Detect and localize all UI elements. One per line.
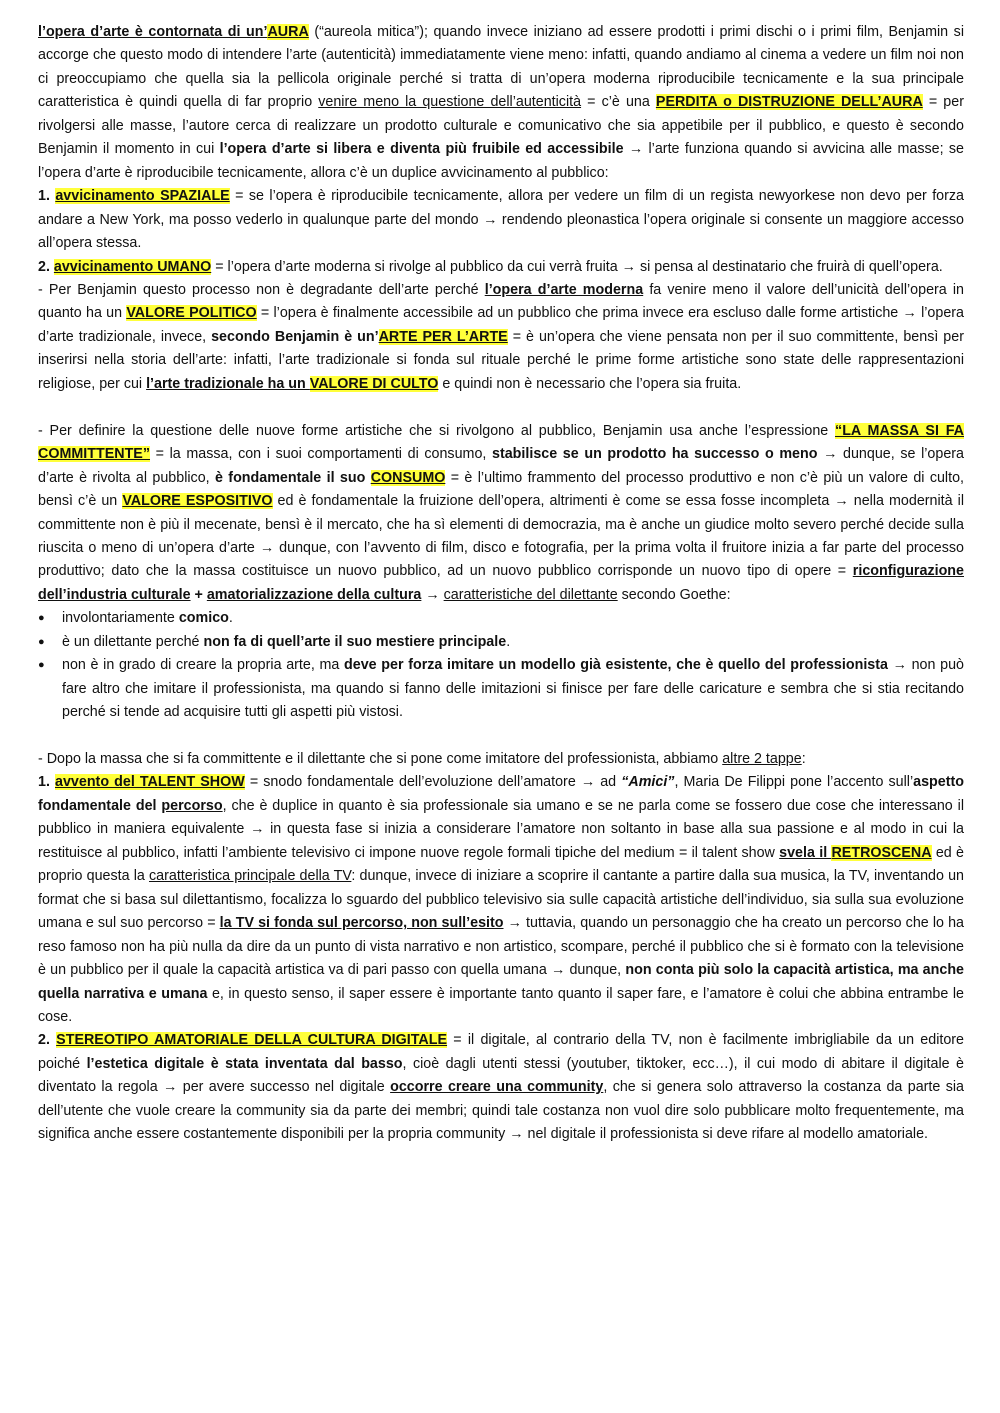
text: = se l’opera è riproducibile tecnicamente, allora per vedere un film di un regista newyorkese non devo per forza andare a New York, ma posso vederlo in qualunque parte del mondo → rendendo pleonastica l’opera originale si consente un maggiore accesso all’opera stessa. (38, 188, 964, 252)
text: = la massa, con i suoi comportamenti di consumo, (149, 446, 492, 463)
paragraph-talent-show (38, 771, 964, 1029)
paragraph-avvicinamento-umano (38, 256, 964, 279)
text: = c’è una (581, 94, 656, 111)
text: = per rivolgersi alle masse, l’autore cerca di realizzare un prodotto culturale e comunicativo che sia appetibile per il pubblico, e questo è secondo Benjamin il momento in cui (38, 94, 964, 158)
text: secondo Goethe: (617, 586, 731, 603)
list-number: 1. (38, 188, 56, 205)
text: involontariamente (62, 610, 179, 627)
text: - Per Benjamin questo processo non è degradante dell’arte perché (38, 281, 485, 298)
text-bold-underline: svela il (779, 844, 832, 861)
text: e quindi non è necessario che l’opera sia fruita. (438, 375, 742, 392)
highlight-talent-show: avvento del TALENT SHOW (55, 774, 245, 791)
highlight-consumo: CONSUMO (370, 469, 446, 486)
text-underline: caratteristiche del dilettante (443, 586, 618, 603)
text-bold: aspetto fondamentale del (38, 774, 964, 814)
highlight-valore-politico: VALORE POLITICO (126, 305, 257, 322)
text-underline: altre 2 tappe (722, 751, 802, 768)
text: e, in questo senso, il saper essere è importante tanto quanto il saper fare, e l’amatore è colui che abbina entrambe le cose. (38, 985, 964, 1025)
highlight-massa-committente: “LA MASSA SI FA COMMITTENTE” (38, 422, 964, 463)
text: = il digitale, al contrario della TV, non è facilmente imbrigliabile da un editore poiché (38, 1032, 965, 1072)
text: ed è fondamentale la fruizione dell’opera, altrimenti è come se essa fosse incompleta → nella modernità il committente non è più il mecenate, bensì è il mercato, che ha sì elementi di democrazia, ma è anche un giudice molto severo perché decide sulla riuscita o meno di un’opera d’arte → dunque, con l’avvento di film, disco e fotografia, per la prima volta il fruitore inizia a far parte del processo produttivo; dato che la massa costituisce un nuovo pubblico, ad un nuovo pubblico corrisponde un nuovo tipo di opere = (38, 493, 964, 580)
text-bold: non conta più solo la capacità artistica, ma anche quella narrativa e umana (38, 962, 965, 1002)
text-bold-underline: l’opera d’arte moderna (484, 281, 644, 298)
text: = è l’ultimo frammento del processo produttivo e non c’è più un valore di culto, bensì c’è un (38, 469, 964, 510)
text: → dunque, se l’opera d’arte è rivolta al pubblico, (38, 446, 964, 486)
text: , Maria De Filippi pone l’accento sull’ (674, 774, 914, 791)
highlight-perdita-aura: PERDITA o DISTRUZIONE DELL’AURA (655, 94, 923, 111)
text-bold: + (190, 586, 207, 603)
text-underline: caratteristica principale della TV (149, 868, 352, 885)
text: = l’opera è finalmente accessibile ad un pubblico che prima invece era escluso dalle forme artistiche → l’opera d’arte tradizionale, invece, (38, 305, 964, 345)
text: = l’opera d’arte moderna si rivolge al pubblico da cui verrà fruita → si pensa al destinatario che fruirà di quell’opera. (211, 258, 943, 275)
bullet-list-dilettante (38, 607, 964, 724)
text-bold-underline: l’opera d’arte è contornata di un’ (38, 24, 268, 40)
text: = è un’opera che viene pensata non per il suo committente, bensì per inserirsi nella storia dell’arte: infatti, l’arte tradizionale si fonda sul rituale perché le prime forme artistiche sono state delle rappresentazioni religiose, per cui (38, 328, 964, 392)
text: - Dopo la massa che si fa committente e il dilettante che si pone come imitatore del professionista, abbiamo (38, 751, 723, 768)
text: non è in grado di creare la propria arte, ma (62, 657, 345, 674)
highlight-arte-per-arte: ARTE PER L’ARTE (378, 328, 508, 345)
paragraph-avvicinamento-spaziale (38, 185, 964, 255)
text: . (506, 633, 511, 650)
list-item (38, 607, 964, 630)
text-bold-underline: occorre creare una community (390, 1079, 604, 1096)
list-number: 2. (38, 1032, 57, 1049)
highlight-aura: AURA (267, 24, 309, 40)
text-bold: deve per forza imitare un modello già esistente, che è quello del professionista (344, 657, 888, 674)
text: , cioè dagli utenti stessi (youtuber, tiktoker, ecc…), il cui modo di abitare il digitale è diventato la regola → per avere successo nel digitale (38, 1055, 964, 1096)
text: : dunque, invece di iniziare a scoprire il cantante a partire dalla sua musica, la TV, inventando un format che si basa sul dilettantismo, focalizza lo sguardo del pubblico televisivo sia sulle capacità artistiche dell’individuo, sia sulla sua evoluzione umana e sul suo percorso = (38, 868, 964, 932)
text-bold: l’estetica digitale è stata inventata dal basso (86, 1055, 403, 1072)
paragraph-massa-committente (38, 420, 964, 608)
highlight-stereotipo-amatoriale: STEREOTIPO AMATORIALE DELLA CULTURA DIGITALE (56, 1032, 448, 1049)
paragraph-gap (38, 725, 964, 748)
text-bold-underline: amatorializzazione della cultura (206, 586, 422, 603)
text-bold: è fondamentale il suo (215, 469, 371, 486)
text: = snodo fondamentale dell’evoluzione dell’amatore → ad (244, 774, 622, 791)
text-bold-underline: la TV si fonda sul percorso, non sull’esito (219, 915, 504, 932)
paragraph-cultura-digitale (38, 1029, 964, 1146)
highlight-valore-di-culto: VALORE DI CULTO (309, 375, 439, 392)
paragraph-aura (38, 21, 964, 185)
text: → tuttavia, quando un personaggio che ha creato un percorso che lo ha reso famoso non ha più nulla da dire da un punto di vista narrativo e non artistico, scompare, perché il pubblico che si è formato con la televisione è un pubblico per il quale la capacità artistica va di pari passo con quella umana → dunque, (38, 915, 964, 979)
paragraph-gap (38, 396, 964, 419)
text-bold-underline: l’arte tradizionale ha un (146, 375, 310, 392)
text: , che è duplice in quanto è sia professionale sia umano e se ne parla come se fossero due cose che interessano il pubblico in maniera equivalente → in questa fase si inizia a considerare l’amatore non soltanto in base alla sua passione e al modo in cui la restituisce al pubblico, infatti l’ambiente televisivo ci impone nuove regole formali tipiche del medium = il talent show (38, 797, 965, 861)
paragraph-valore-politico (38, 279, 964, 396)
text: → l’arte funziona quando si avvicina alle masse; se l’opera d’arte è riproducibile tecnicamente, allora c’è un duplice avvicinamento al pubblico: (38, 141, 964, 181)
text: (“aureola mitica”); quando invece iniziano ad essere prodotti i primi dischi o i primi film, Benjamin si accorge che questo modo di intendere l’arte (autenticità) immediatamente viene meno: infatti, quando andiamo al cinema a vedere un film noi non ci preoccupiamo che quella sia la pellicola originale perché si tratta di un’opera moderna riproducibile tecnicamente e la sua principale caratteristica è quindi quella di far proprio (38, 24, 964, 111)
paragraph-altre-tappe (38, 748, 964, 771)
text: - Per definire la questione delle nuove forme artistiche che si rivolgono al pubblico, Benjamin usa anche l’espressione (38, 422, 836, 439)
highlight-retroscena: RETROSCENA (831, 844, 932, 861)
text-bold: non fa di quell’arte il suo mestiere principale (203, 633, 507, 650)
text: . (228, 610, 233, 627)
list-number: 2. (38, 258, 54, 275)
highlight-avvicinamento-spaziale: avvicinamento SPAZIALE (55, 188, 230, 205)
text-bold-italic: “Amici” (621, 774, 675, 791)
highlight-avvicinamento-umano: avvicinamento UMANO (53, 258, 212, 275)
text: è un dilettante perché (62, 633, 204, 650)
text-bold: secondo Benjamin è un’ (211, 328, 379, 345)
text-bold-underline: percorso (161, 797, 223, 814)
text: fa venire meno il valore dell’unicità dell’opera in quanto ha un (38, 281, 964, 322)
text-bold: l’opera d’arte si libera e diventa più fruibile ed accessibile (219, 141, 624, 158)
text-bold: comico (178, 610, 229, 627)
text: → non può fare altro che imitare il professionista, ma quando si fanno delle imitazioni si finisce per fare delle caricature e sembra che si stia recitando perché si tende ad acquisire tutti gli aspetti più vistosi. (62, 657, 964, 721)
text-bold: stabilisce se un prodotto ha successo o meno (492, 446, 818, 463)
highlight-valore-espositivo: VALORE ESPOSITIVO (122, 493, 273, 510)
list-number: 1. (38, 774, 56, 791)
text: → (421, 586, 444, 603)
text: : (801, 751, 806, 768)
text: , che si genera solo attraverso la costanza da parte sia dell’utente che vuole creare la community sia da parte dei membri; quindi tale costanza non vuol dire solo pubblicare molto frequentemente, ma significa anche essere costantemente disponibili per la propria community → nel digitale il professionista si deve rifare al modello amatoriale. (38, 1079, 965, 1143)
document-page (38, 21, 964, 1147)
text: ed è proprio questa la (38, 844, 964, 885)
list-item (38, 631, 964, 654)
list-item (38, 654, 964, 724)
text-bold-underline: riconfigurazione dell’industria culturale (38, 563, 964, 603)
text-underline: venire meno la questione dell’autenticità (318, 94, 582, 111)
